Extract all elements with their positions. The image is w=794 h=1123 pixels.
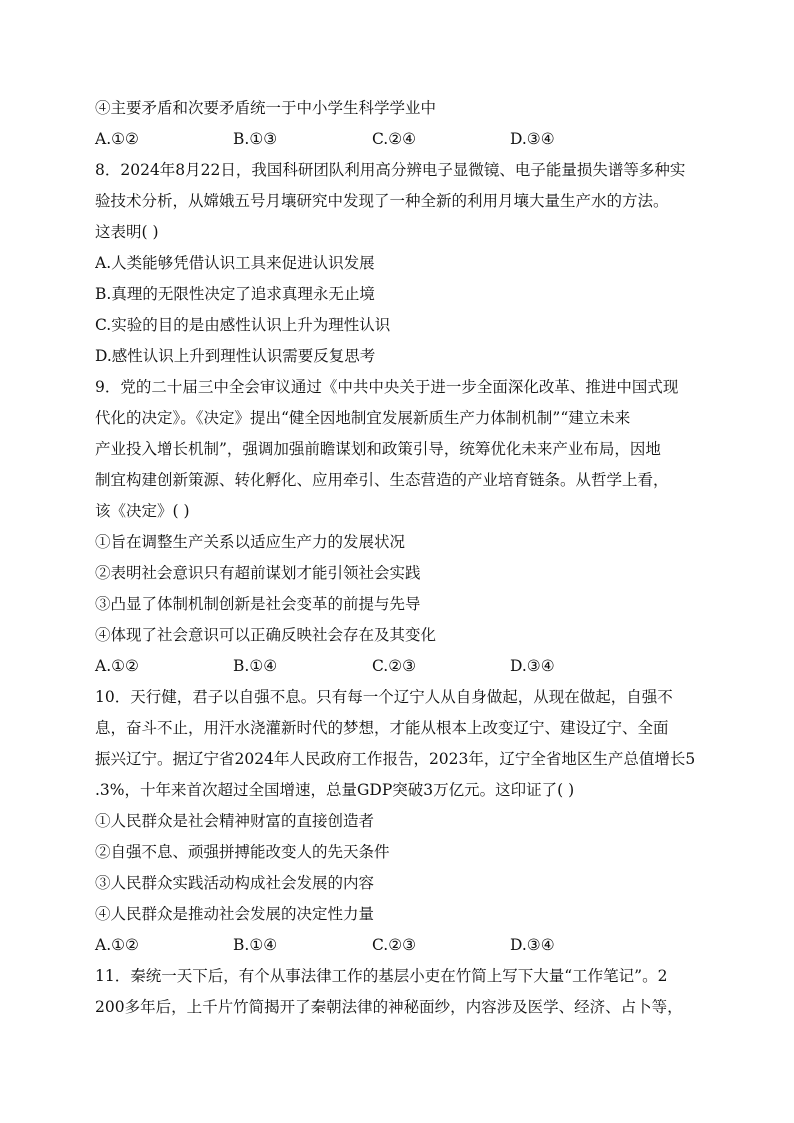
option-c: C.②③ [372, 657, 417, 675]
q9-statement-1: ①旨在调整生产关系以适应生产力的发展状况 [95, 533, 406, 551]
q9-options [95, 656, 705, 676]
q10-stem-line-2: 息，奋斗不止，用汗水浇灌新时代的梦想，才能从根本上改变辽宁、建设辽宁、全面 [95, 719, 669, 737]
q10-stem-line-1: 10．天行健，君子以自强不息。只有每一个辽宁人从自身做起，从现在做起，自强不 [95, 688, 673, 706]
q9-stem-line-3: 产业投入增长机制”，强调加强前瞻谋划和政策引导，统筹优化未来产业布局，因地 [95, 440, 661, 458]
q10-options [95, 935, 705, 955]
q9-stem-line-1: 9．党的二十届三中全会审议通过《中共中央关于进一步全面深化改革、推进中国式现 [95, 378, 679, 396]
option-b: B.①③ [233, 130, 278, 148]
q10-statement-3: ③人民群众实践活动构成社会发展的内容 [95, 874, 375, 892]
q9-statement-2: ②表明社会意识只有超前谋划才能引领社会实践 [95, 564, 421, 582]
q7-options [95, 129, 705, 149]
q10-stem-line-3: 振兴辽宁。据辽宁省2024年人民政府工作报告，2023年，辽宁全省地区生产总值增长5 [95, 750, 696, 768]
option-a: A.①② [95, 657, 139, 675]
q8-option-c: C.实验的目的是由感性认识上升为理性认识 [95, 316, 391, 334]
q8-stem-line-3: 这表明( ) [95, 223, 159, 241]
option-d: D.③④ [510, 657, 555, 675]
q9-stem-line-2: 代化的决定》。《决定》提出“健全因地制宜发展新质生产力体制机制”“建立未来 [95, 409, 631, 427]
option-d: D.③④ [510, 130, 555, 148]
q11-stem-line-2: 200多年后，上千片竹简揭开了秦朝法律的神秘面纱，内容涉及医学、经济、占卜等， [95, 998, 683, 1016]
q8-option-a: A.人类能够凭借认识工具来促进认识发展 [95, 254, 375, 272]
q8-option-d: D.感性认识上升到理性认识需要反复思考 [95, 347, 376, 365]
option-a: A.①② [95, 936, 139, 954]
q9-stem-line-5: 该《决定》( ) [95, 502, 190, 520]
option-d: D.③④ [510, 936, 555, 954]
q9-statement-3: ③凸显了体制机制创新是社会变革的前提与先导 [95, 595, 421, 613]
q10-stem-line-4: .3%，十年来首次超过全国增速，总量GDP突破3万亿元。这印证了( ) [95, 781, 575, 799]
q10-statement-2: ②自强不息、顽强拼搏能改变人的先天条件 [95, 843, 390, 861]
q10-statement-4: ④人民群众是推动社会发展的决定性力量 [95, 905, 375, 923]
q8-stem-line-1: 8．2024年8月22日，我国科研团队利用高分辨电子显微镜、电子能量损失谱等多种实 [95, 161, 686, 179]
q9-stem-line-4: 制宜构建创新策源、转化孵化、应用牵引、生态营造的产业培育链条。从哲学上看， [95, 471, 669, 489]
option-b: B.①④ [233, 936, 278, 954]
option-c: C.②④ [372, 130, 417, 148]
q10-statement-1: ①人民群众是社会精神财富的直接创造者 [95, 812, 375, 830]
q8-stem-line-2: 验技术分析，从嫦娥五号月壤研究中发现了一种全新的利用月壤大量生产水的方法。 [95, 192, 669, 210]
q8-option-b: B.真理的无限性决定了追求真理永无止境 [95, 285, 375, 303]
q11-stem-line-1: 11．秦统一天下后，有个从事法律工作的基层小吏在竹简上写下大量“工作笔记”。2 [95, 967, 668, 985]
option-a: A.①② [95, 130, 139, 148]
q7-statement-4: ④主要矛盾和次要矛盾统一于中小学生科学学业中 [95, 99, 437, 117]
option-c: C.②③ [372, 936, 417, 954]
q9-statement-4: ④体现了社会意识可以正确反映社会存在及其变化 [95, 626, 437, 644]
option-b: B.①④ [233, 657, 278, 675]
